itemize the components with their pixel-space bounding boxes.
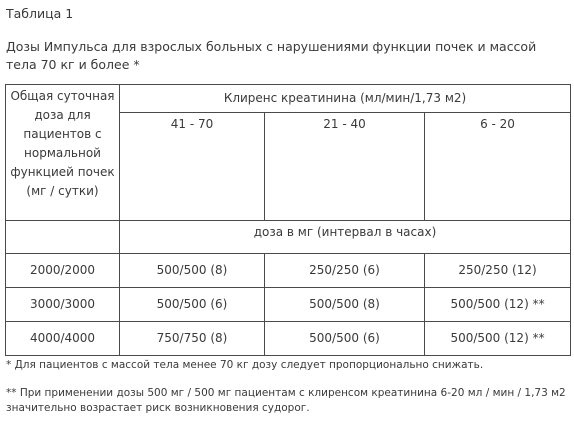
clearance-header: Клиренс креатинина (мл/мин/1,73 м2) xyxy=(120,85,571,113)
table-row xyxy=(6,253,571,287)
normal-dose-header: Общая суточная доза для пациентов с нормальной функцией почек (мг / сутки) xyxy=(6,85,120,221)
table-header-row xyxy=(6,85,571,113)
table-cell: 750/750 (8) xyxy=(120,321,265,355)
unit-row-empty-cell xyxy=(6,221,120,253)
table-cell: 500/500 (12) ** xyxy=(425,321,571,355)
clearance-group-41-70: 41 - 70 xyxy=(120,113,265,221)
table-row xyxy=(6,287,571,321)
table-cell: 500/500 (8) xyxy=(120,253,265,287)
table-cell: 250/250 (6) xyxy=(265,253,425,287)
unit-row xyxy=(6,221,571,253)
table-cell: 500/500 (6) xyxy=(265,321,425,355)
footnote-seizure-risk: ** При применении дозы 500 мг / 500 мг пациентам с клиренсом креатинина 6-20 мл / мин / 1,73 м2 значительно возрастает риск возникновения судорог. xyxy=(6,387,566,414)
clearance-group-21-40: 21 - 40 xyxy=(265,113,425,221)
table-row xyxy=(6,321,571,355)
table-cell: 500/500 (12) ** xyxy=(425,287,571,321)
footnote-weight: * Для пациентов с массой тела менее 70 кг дозу следует пропорционально снижать. xyxy=(6,359,484,371)
clearance-group-6-20: 6 - 20 xyxy=(425,113,571,221)
table-cell: 500/500 (6) xyxy=(120,287,265,321)
row-dose-cell: 4000/4000 xyxy=(6,321,120,355)
row-dose-cell: 3000/3000 xyxy=(6,287,120,321)
unit-row-label: доза в мг (интервал в часах) xyxy=(120,221,571,253)
table-cell: 250/250 (12) xyxy=(425,253,571,287)
footnotes xyxy=(6,358,570,416)
table-cell: 500/500 (8) xyxy=(265,287,425,321)
row-dose-cell: 2000/2000 xyxy=(6,253,120,287)
dosage-table xyxy=(5,84,571,356)
footnote-spacer xyxy=(6,373,570,386)
table-caption: Таблица 1 xyxy=(6,6,74,21)
table-description: Дозы Импульса для взрослых больных с нарушениями функции почек и массой тела 70 кг и более * xyxy=(6,39,537,72)
